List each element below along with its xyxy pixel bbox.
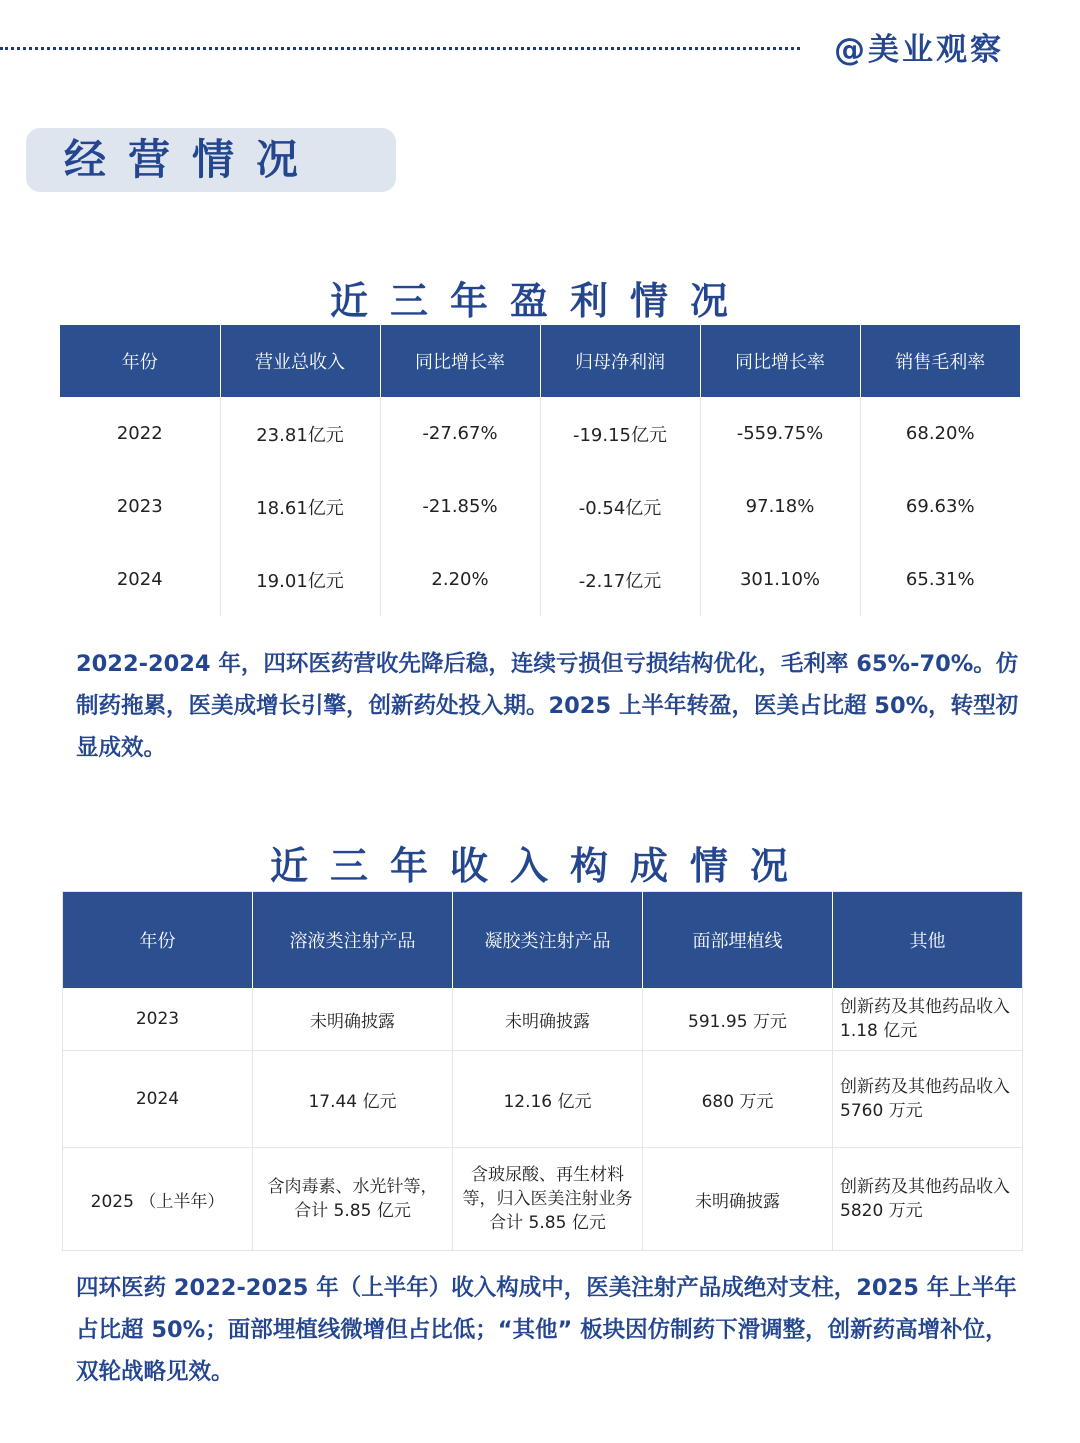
section-title: 经营情况 [64,135,321,184]
table-cell: 未明确披露 [253,988,453,1051]
dotted-divider [0,47,800,50]
table-cell: 未明确披露 [453,988,643,1051]
table-cell: -0.54亿元 [540,470,700,543]
table-cell: 97.18% [700,470,860,543]
table-cell: 23.81亿元 [220,397,380,470]
header-revenue-growth: 同比增长率 [380,325,540,397]
header-facial-thread: 面部埋植线 [643,892,833,989]
table-cell: 2023 [60,470,220,543]
header-gross-margin: 销售毛利率 [860,325,1020,397]
table-row [60,470,1020,543]
table-row [63,1148,1023,1251]
table-cell: 含玻尿酸、再生材料等，归入医美注射业务合计 5.85 亿元 [453,1148,643,1251]
table-cell: -27.67% [380,397,540,470]
table-cell: -21.85% [380,470,540,543]
header-total-revenue: 营业总收入 [220,325,380,397]
table-row [63,1051,1023,1148]
table-cell: 未明确披露 [643,1148,833,1251]
top-bar [0,28,1080,72]
table-cell: 65.31% [905,569,975,590]
revenue-table [62,891,1023,1251]
table-cell: -559.75% [700,397,860,470]
table-cell: 含肉毒素、水光针等，合计 5.85 亿元 [253,1148,453,1251]
table-header-row [63,892,1023,989]
table-cell: 2022 [60,397,220,470]
table-row [60,543,1020,616]
header-profit-growth: 同比增长率 [700,325,860,397]
profit-table [60,325,1020,616]
revenue-table-title: 近三年收入构成情况 [269,844,810,888]
table-cell: 创新药及其他药品收入 5760 万元 [833,1051,1023,1148]
table-cell: 创新药及其他药品收入 5820 万元 [833,1148,1023,1251]
table-cell: 2025 （上半年） [63,1148,253,1251]
table-header-row [60,325,1020,397]
revenue-summary: 四环医药 2022-2025 年（上半年）收入构成中，医美注射产品成绝对支柱，2025 年上半年占比超 50%；面部埋植线微增但占比低；“其他” 板块因仿制药下滑调整，创新药高增补位，双轮战略见效。 [76,1275,1017,1385]
brand-watermark: @美业观察 [834,32,1004,68]
table-cell: 19.01亿元 [220,543,380,616]
table-cell: 2023 [63,988,253,1051]
table-cell: 2.20% [380,543,540,616]
table-cell: 17.44 亿元 [253,1051,453,1148]
header-solution-injection: 溶液类注射产品 [253,892,453,989]
header-year: 年份 [63,892,253,989]
table-cell: 591.95 万元 [643,988,833,1051]
header-other: 其他 [833,892,1023,989]
table-row [60,397,1020,470]
profit-table-title: 近三年盈利情况 [329,279,750,323]
table-cell: 创新药及其他药品收入 1.18 亿元 [833,988,1023,1051]
table-cell: 301.10% [700,543,860,616]
table-cell: -2.17亿元 [540,543,700,616]
table-cell: 2024 [63,1051,253,1148]
table-cell: 68.20% [905,423,975,444]
header-net-profit: 归母净利润 [540,325,700,397]
table-cell: -19.15亿元 [540,397,700,470]
table-cell: 12.16 亿元 [453,1051,643,1148]
table-cell: 680 万元 [643,1051,833,1148]
table-row [63,988,1023,1051]
table-cell: 2024 [60,543,220,616]
profit-summary: 2022-2024 年，四环医药营收先降后稳，连续亏损但亏损结构优化，毛利率 65%-70%。仿制药拖累，医美成增长引擎，创新药处投入期。2025 上半年转盈，医美占比超 50%，转型初显成效。 [76,651,1019,761]
header-year: 年份 [60,325,220,397]
section-header [26,128,396,192]
table-cell: 18.61亿元 [220,470,380,543]
header-gel-injection: 凝胶类注射产品 [453,892,643,989]
table-cell: 69.63% [905,496,975,517]
